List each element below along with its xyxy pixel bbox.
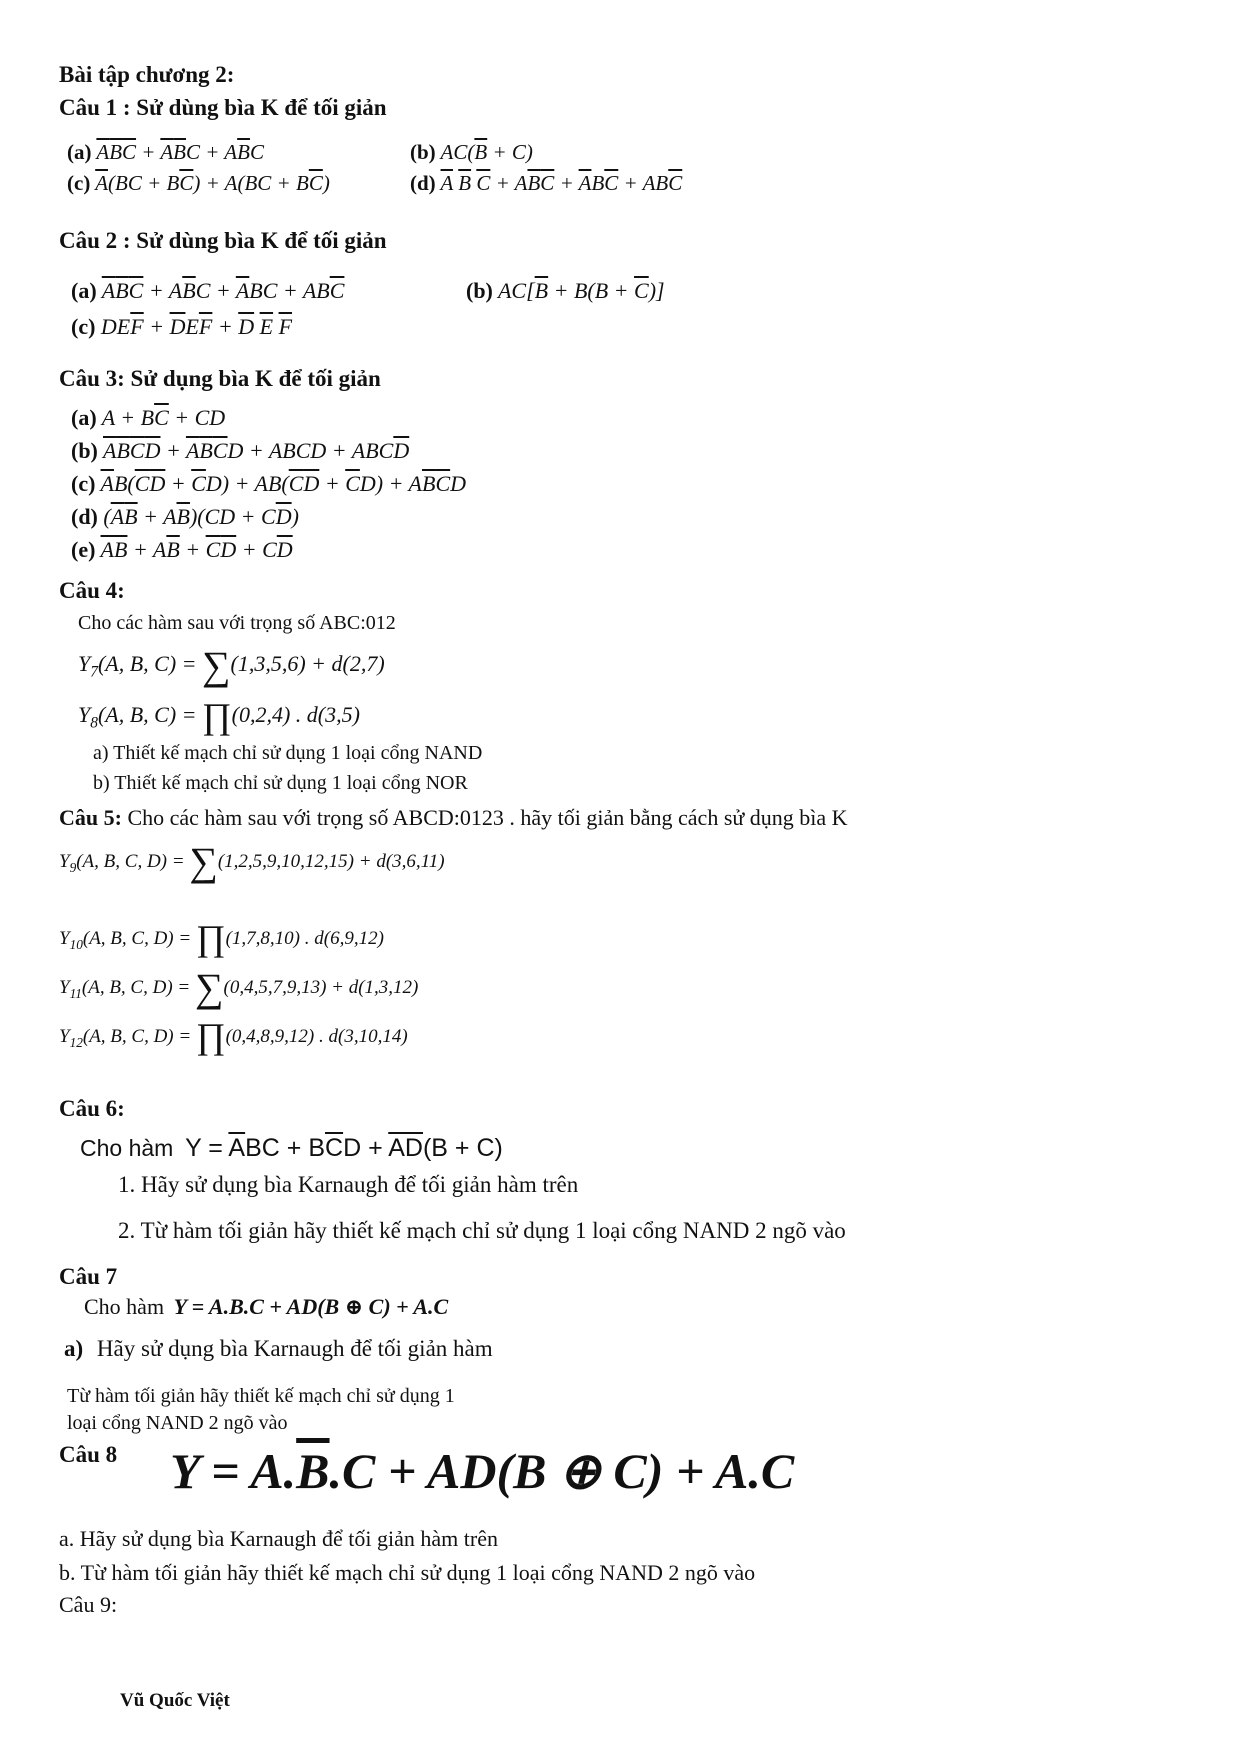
- q4-heading: Câu 4:: [59, 578, 125, 603]
- q1-d-label: (d): [410, 171, 436, 195]
- q5-line: [59, 805, 848, 831]
- q6-intro: Cho hàm: [80, 1135, 174, 1161]
- q1-heading: Câu 1 : Sử dùng bìa K để tối giản: [59, 95, 387, 120]
- q8-item-a: a. Hãy sử dụng bìa Karnaugh để tối giản hàm trên: [59, 1526, 498, 1551]
- q3-a-label: (a): [71, 405, 97, 430]
- q6-heading: Câu 6:: [59, 1096, 125, 1121]
- q5-label: Câu 5:: [59, 805, 122, 830]
- q3-e-label: (e): [71, 537, 96, 562]
- q5-y11-expression: $Y_{11}(A$, B, C, D) = ∑(0,4,5,7,9,13) + d(1,3,12): [59, 965, 419, 1010]
- q8-heading: Câu 8: [59, 1442, 118, 1467]
- q4-y8-args: (0,2,4) . d(3,5): [231, 702, 360, 727]
- q3-e-expression: (e) $\overline{A}\overline{B} + A\overline{B} + \overline{C}\overline{D} + C\overline{D}$: [71, 537, 293, 562]
- q6-item-2: 2. Từ hàm tối giản hãy thiết kế mạch chỉ sử dụng 1 loại cổng NAND 2 ngõ vào: [118, 1218, 846, 1243]
- q8-formula: $Y = A.\overline{B}.C + AD(B$ ⊕ C) + A.C: [170, 1443, 795, 1499]
- q4-item-b: b) Thiết kế mạch chỉ sử dụng 1 loại cổng NOR: [93, 772, 468, 794]
- q7-item-a: [64, 1336, 493, 1362]
- q1-a-expression: (a) $\overline{A}\overline{B}\overline{C} + \overline{A}\overline{B}C + A\overline{B}C$: [67, 140, 264, 164]
- q8-item-b: b. Từ hàm tối giản hãy thiết kế mạch chỉ sử dụng 1 loại cổng NAND 2 ngõ vào: [59, 1560, 756, 1585]
- q5-y12-args: (0,4,8,9,12) . d(3,10,14): [225, 1026, 408, 1047]
- q2-b-label: (b): [466, 278, 493, 303]
- q2-heading: Câu 2 : Sử dùng bìa K để tối giản: [59, 228, 387, 253]
- q6-formula: $Y = \overline{A}BC + B\overline{C}D + \overline{AD}(B + C)$: [185, 1134, 503, 1162]
- q1-c-expression: (c) $\overline{A}(BC + B\overline{C}) + A(BC + B\overline{C})$: [67, 171, 330, 195]
- q5-y9-args: (1,2,5,9,10,12,15) + d(3,6,11): [217, 851, 445, 872]
- q5-y10-args: (1,7,8,10) . d(6,9,12): [225, 928, 384, 949]
- q5-y10-expression: $Y_{10}(A$, B, C, D) = ∏(1,7,8,10) . d(6,9,12): [59, 918, 384, 958]
- q4-y7-args: (1,3,5,6) + d(2,7): [230, 651, 385, 676]
- q5-text: Cho các hàm sau với trọng số ABCD:0123 . hãy tối giản bằng cách sử dụng bìa K: [127, 805, 848, 830]
- q7-item-a-label: a): [64, 1336, 84, 1361]
- q3-heading: Câu 3: Sử dụng bìa K để tối giản: [59, 366, 381, 391]
- q3-c-expression: (c) $\overline{A}B(\overline{C}\overline{D} + \overline{C}D) + AB(\overline{C}\overline{D} + \overline{C}D) + A\overline{B}\overline{C}D$: [71, 471, 467, 496]
- q5-y11-args: (0,4,5,7,9,13) + d(1,3,12): [223, 977, 419, 998]
- q7-line-2: loại cổng NAND 2 ngõ vào: [67, 1412, 288, 1434]
- q2-b-expression: (b) $AC[\overline{B} + B(B + \overline{C})]$: [466, 278, 665, 303]
- author-name: Vũ Quốc Việt: [120, 1690, 230, 1711]
- q5-y12-expression: $Y_{12}(A$, B, C, D) = ∏(0,4,8,9,12) . d(3,10,14): [59, 1016, 408, 1056]
- q2-c-label: (c): [71, 314, 96, 339]
- q3-b-label: (b): [71, 438, 98, 463]
- q5-y9-expression: $Y_9(A$, B, C, D) = ∑(1,2,5,9,10,12,15) + d(3,6,11): [59, 839, 445, 884]
- q7-heading: Câu 7: [59, 1264, 118, 1289]
- q7-line-1: Từ hàm tối giản hãy thiết kế mạch chỉ sử dụng 1: [67, 1385, 455, 1407]
- q3-b-expression: (b) $\overline{A}\overline{B}\overline{C}\overline{D} + \overline{A}\overline{B}\overline{C}D$ + ABCD + $ABC\overline{D}$: [71, 438, 410, 463]
- q1-a-label: (a): [67, 140, 92, 164]
- q6-item-1: 1. Hãy sử dụng bìa Karnaugh để tối giản hàm trên: [118, 1172, 579, 1197]
- q4-intro: Cho các hàm sau với trọng số ABC:012: [78, 612, 396, 634]
- q1-c-label: (c): [67, 171, 91, 195]
- q3-c-label: (c): [71, 471, 96, 496]
- q2-a-label: (a): [71, 278, 97, 303]
- q1-b-label: (b): [410, 140, 436, 164]
- q2-c-expression: (c) $DE\overline{F} + \overline{D}E\overline{F} + \overline{D}$ $\overline{E}$ $\overline{F}$: [71, 314, 293, 339]
- q4-item-a: a) Thiết kế mạch chỉ sử dụng 1 loại cổng NAND: [93, 742, 483, 764]
- q4-y8-expression: $Y_8(A$, B, C) = ∏(0,2,4) . d(3,5): [78, 696, 360, 736]
- q3-d-label: (d): [71, 504, 98, 529]
- q7-formula-line: [84, 1294, 448, 1320]
- q2-a-expression: (a) $\overline{A}\overline{B}\overline{C} + A\overline{B}C + \overline{A}BC + AB\overline{C}$: [71, 278, 345, 303]
- q3-a-expression: (a) $A + B\overline{C}$ + CD: [71, 405, 226, 430]
- q3-d-expression: (d) $(\overline{A}\overline{B} + A\overline{B})(CD + C\overline{D})$: [71, 504, 299, 529]
- q6-formula-line: [80, 1134, 503, 1163]
- q7-formula: Y = A.B.C + AD(B ⊕ C) + A.C: [173, 1294, 449, 1319]
- q1-d-expression: (d) $\overline{A}$ $\overline{B}$ $\overline{C} + A\overline{B}\overline{C} + \overline{A}B\overline{C} + AB\overline{C}$: [410, 171, 683, 195]
- q7-intro: Cho hàm: [84, 1294, 165, 1319]
- q4-y7-expression: $Y_7(A$, B, C) = ∑(1,3,5,6) + d(2,7): [78, 643, 385, 688]
- q9-heading: Câu 9:: [59, 1592, 118, 1617]
- page-title: Bài tập chương 2:: [59, 62, 235, 87]
- q1-b-expression: (b) $AC(\overline{B} + C)$: [410, 140, 533, 164]
- q7-item-a-text: Hãy sử dụng bìa Karnaugh để tối giản hàm: [96, 1336, 493, 1361]
